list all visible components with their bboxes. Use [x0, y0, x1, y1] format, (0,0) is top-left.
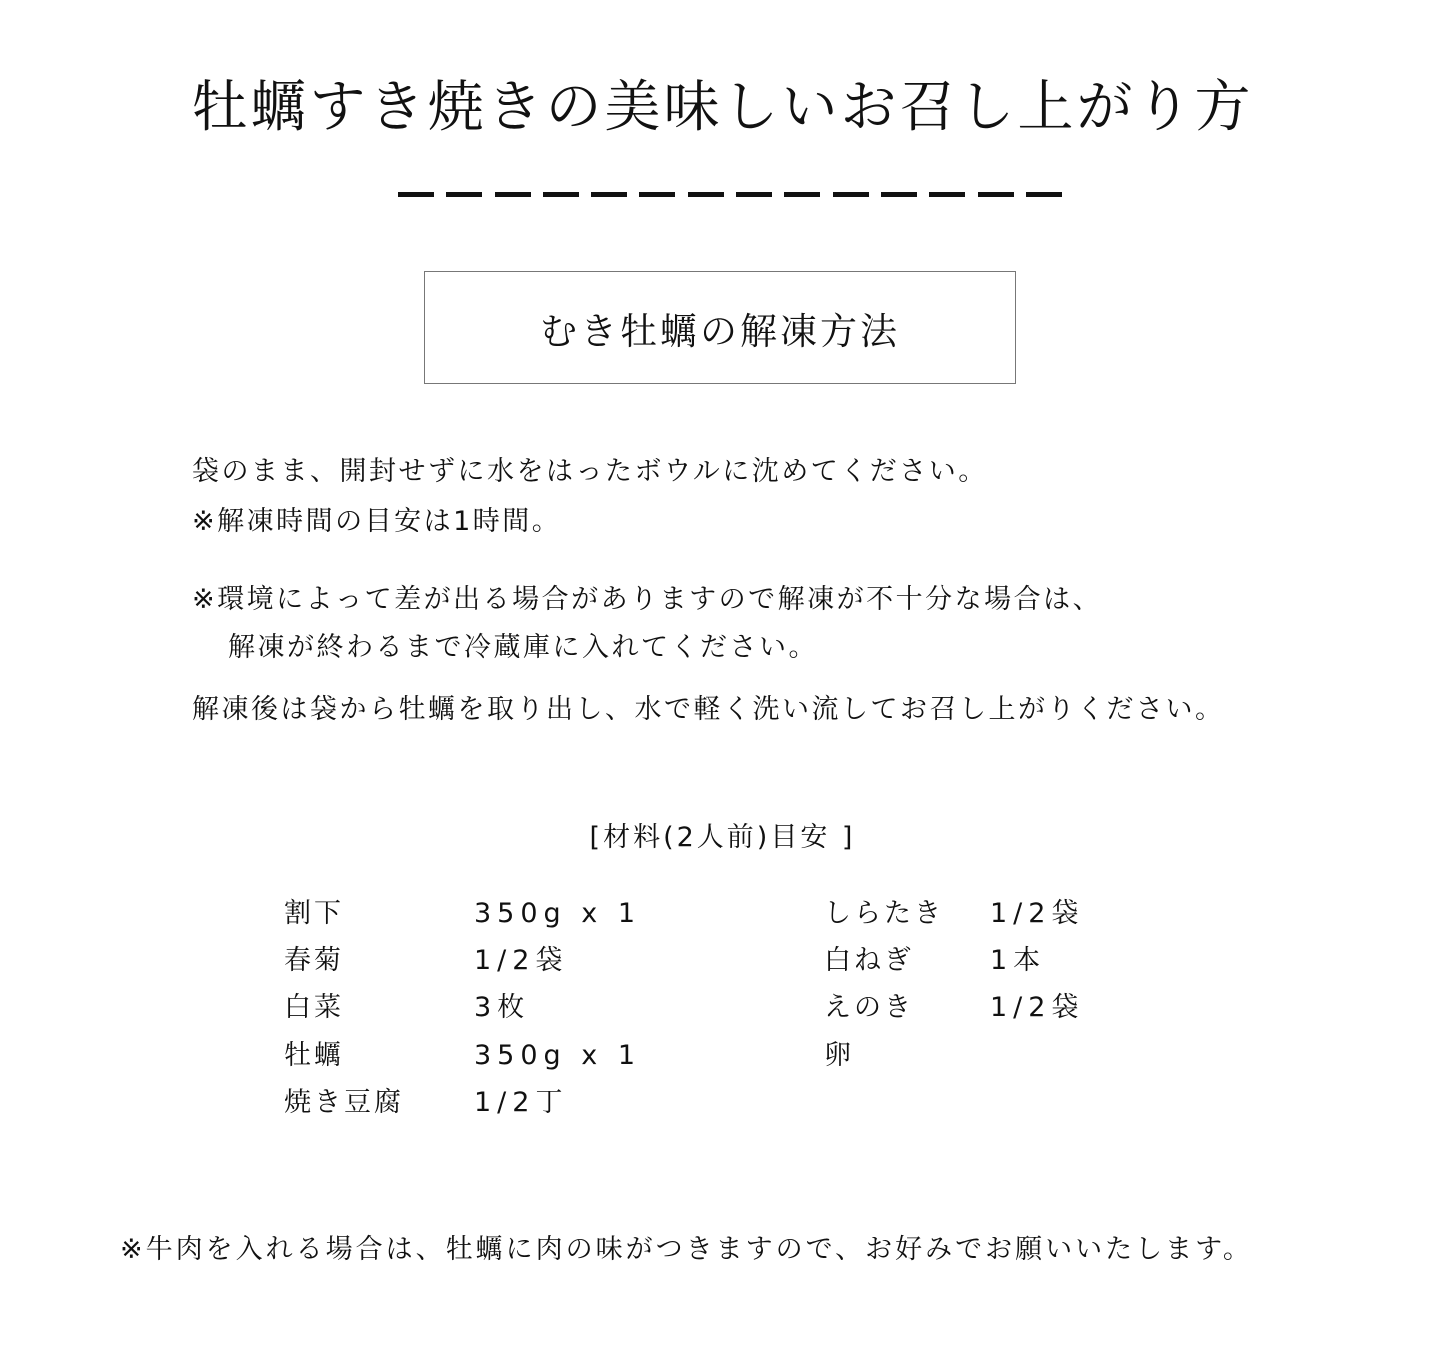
page-title: 牡蠣すき焼きの美味しいお召し上がり方 — [191, 75, 1254, 140]
ingredient-amount: 1本 — [990, 945, 1047, 976]
ingredient-name: えのき — [824, 992, 914, 1023]
ingredient-name: 牡蠣 — [284, 1040, 344, 1071]
ingredient-amount: 1/2丁 — [474, 1087, 569, 1118]
footer-note: ※牛肉を入れる場合は、牡蠣に肉の味がつきますので、お好みでお願いいたします。 — [120, 1234, 1253, 1265]
ingredients-title: [材料(2人前)目安 ] — [589, 822, 856, 853]
thaw-instruction: 袋のまま、開封せずに水をはったボウルに沈めてください。 — [192, 456, 988, 487]
section-heading: むき牡蠣の解凍方法 — [540, 309, 900, 353]
ingredient-amount: 1/2袋 — [990, 898, 1085, 929]
after-thaw-instruction: 解凍後は袋から牡蠣を取り出し、水で軽く洗い流してお召し上がりください。 — [192, 694, 1225, 725]
ingredient-name: 焼き豆腐 — [284, 1087, 404, 1118]
ingredient-name: 白菜 — [284, 992, 344, 1023]
thaw-time-note: ※解凍時間の目安は1時間。 — [192, 506, 562, 537]
ingredient-amount: 350g x 1 — [474, 898, 641, 929]
dash-divider — [398, 192, 1062, 204]
ingredient-name: 卵 — [824, 1040, 854, 1071]
ingredient-name: 春菊 — [284, 945, 344, 976]
ingredient-amount: 1/2袋 — [990, 992, 1085, 1023]
ingredient-name: 白ねぎ — [824, 945, 914, 976]
environment-note-line1: ※環境によって差が出る場合がありますので解凍が不十分な場合は、 — [192, 584, 1103, 615]
section-heading-box — [424, 271, 1016, 384]
ingredient-amount: 350g x 1 — [474, 1040, 641, 1071]
ingredient-name: 割下 — [284, 898, 344, 929]
ingredient-amount: 3枚 — [474, 992, 531, 1023]
ingredient-name: しらたき — [824, 898, 944, 929]
environment-note-line2: 解凍が終わるまで冷蔵庫に入れてください。 — [228, 632, 818, 663]
ingredient-amount: 1/2袋 — [474, 945, 569, 976]
